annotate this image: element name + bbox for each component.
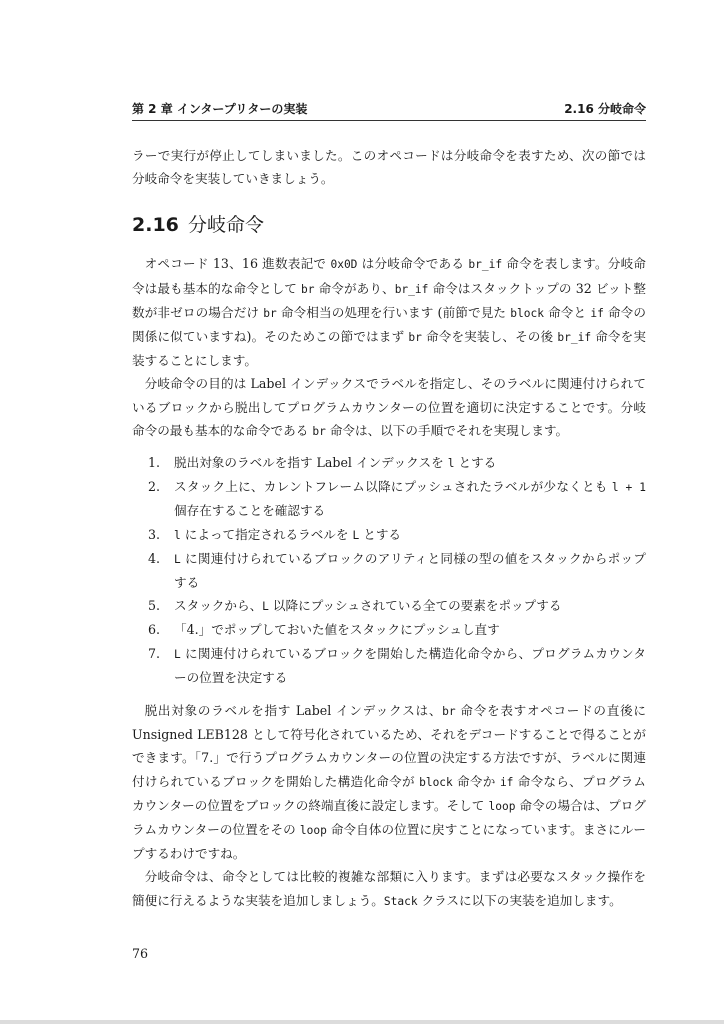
text: クラスに以下の実装を追加します。: [417, 892, 622, 908]
section-title: 分岐命令: [188, 214, 265, 237]
chapter-title: 第 2 章 インタープリターの実装: [132, 102, 308, 116]
inline-code: loop: [488, 799, 516, 813]
inline-code: br: [408, 331, 422, 345]
text: 命令はスタックトップの 32 ビット整数が非ゼロの場合だけ: [132, 280, 646, 320]
text: 命令自体の位置に戻すことになっています。まさにループするわけですね。: [132, 822, 647, 862]
text: 命令の場合は、プログラムカウンターの位置をその: [132, 797, 646, 838]
paragraph-purpose: [132, 372, 646, 443]
text: 命令があり、: [314, 280, 395, 296]
list-item: [148, 451, 646, 475]
text: 個存在することを確認する: [174, 503, 326, 519]
list-number: 4.: [148, 550, 161, 566]
inline-code: L: [352, 528, 360, 542]
list-number: 6.: [148, 622, 161, 638]
text: 分岐命令の目的は Label インデックスでラベルを指定し、そのラベルに関連付けられているブロックから脱出してプログラムカウンターの位置を適切に決定することです。分岐命令の最も基本的な命令である: [132, 376, 646, 438]
list-item: [148, 547, 646, 594]
list-number: 3.: [148, 526, 161, 542]
text: 命令は、以下の手順でそれを実現します。: [325, 422, 569, 438]
section-number: 2.16: [132, 214, 179, 237]
text: 脱出対象のラベルを指す Label インデックスを: [174, 455, 448, 471]
inline-code: if: [590, 306, 604, 320]
list-item: [148, 523, 646, 547]
text: 命令か: [452, 773, 500, 789]
inline-code: br_if: [394, 282, 429, 296]
bottom-edge: [0, 1020, 724, 1024]
text: とする: [454, 455, 497, 471]
list-number: 2.: [148, 479, 161, 495]
steps-list: [132, 451, 646, 689]
text: に関連付けられているブロックを開始した構造化命令から、プログラムカウンターの位置を決定する: [174, 645, 646, 685]
list-item: [148, 475, 646, 522]
text: 命令と: [543, 304, 591, 320]
text: スタックから、: [174, 598, 263, 614]
inline-code: L: [262, 600, 269, 614]
inline-code: l: [174, 528, 181, 542]
text: 命令相当の処理を行います (前節で見た: [276, 304, 511, 320]
text: 命令を実装し、その後: [421, 329, 558, 345]
list-item: [148, 642, 646, 689]
text: によって指定されるラベルを: [180, 526, 353, 542]
inline-code: if: [499, 775, 514, 789]
paragraph-label-index: [132, 699, 646, 865]
page-number: 76: [132, 946, 149, 961]
text: スタック上に、カレントフレーム以降にプッシュされたラベルが少なくとも: [174, 479, 612, 495]
inline-code: block: [510, 306, 544, 320]
list-number: 1.: [148, 455, 161, 471]
list-number: 5.: [148, 598, 161, 614]
inline-code: br: [301, 282, 315, 296]
page-content: [132, 144, 646, 913]
inline-code: loop: [299, 824, 327, 838]
inline-code: br: [442, 705, 456, 719]
inline-code: L: [174, 647, 181, 661]
section-title-header: 2.16 分岐命令: [564, 102, 646, 116]
text: 以降にプッシュされている全ての要素をポップする: [268, 598, 562, 614]
inline-code: br_if: [557, 331, 592, 345]
text: 命令の関係に似ていますね)。そのためこの節ではまず: [132, 304, 646, 345]
text: 分岐命令は、命令としては比較的複雑な部類に入ります。まずは必要なスタック操作を簡便に行えるような実装を追加しましょう。: [132, 869, 646, 908]
text: に関連付けられているブロックのアリティと同様の型の値をスタックからポップする: [174, 550, 646, 591]
intro-paragraph: ラーで実行が停止してしまいました。このオペコードは分岐命令を表すため、次の節では分岐命令を実装していきましょう。: [132, 148, 646, 187]
inline-code: br_if: [468, 258, 503, 272]
paragraph-stack: [132, 865, 646, 912]
text: 命令を表します。分岐命令は最も基本的な命令として: [132, 256, 646, 296]
text: とする: [359, 526, 402, 542]
inline-code: l: [447, 457, 455, 471]
text: 「4.」でポップしておいた値をスタックにプッシュし直す: [174, 622, 500, 638]
running-header: [132, 98, 646, 121]
text: オペコード 13、16 進数表記で: [144, 256, 331, 272]
section-heading: [132, 212, 646, 238]
inline-code: Stack: [383, 894, 418, 908]
list-item: [148, 594, 646, 618]
inline-code: br: [312, 424, 326, 438]
text: 脱出対象のラベルを指す Label インデックスは、: [144, 703, 443, 719]
inline-code: 0x0D: [330, 258, 358, 272]
text: 命令なら、プログラムカウンターの位置をブロックの終端直後に設定します。そして: [132, 773, 646, 813]
inline-code: br: [263, 306, 277, 320]
inline-code: block: [419, 775, 453, 789]
list-item: [148, 618, 646, 641]
list-number: 7.: [148, 645, 161, 661]
inline-code: l + 1: [611, 481, 646, 495]
text: 命令を表すオペコードの直後に Unsigned LEB128 として符号化されているため、それをデコードすることで得ることができます。「7.」で行うプログラムカウンターの位置の決定する方法ですが、ラベルに関連付けられているブロックを開始した構造化命令が: [132, 703, 646, 789]
inline-code: L: [174, 552, 181, 566]
text: は分岐命令である: [357, 256, 469, 272]
paragraph-br-if: [132, 252, 646, 372]
text: 命令を実装することにします。: [132, 329, 646, 369]
